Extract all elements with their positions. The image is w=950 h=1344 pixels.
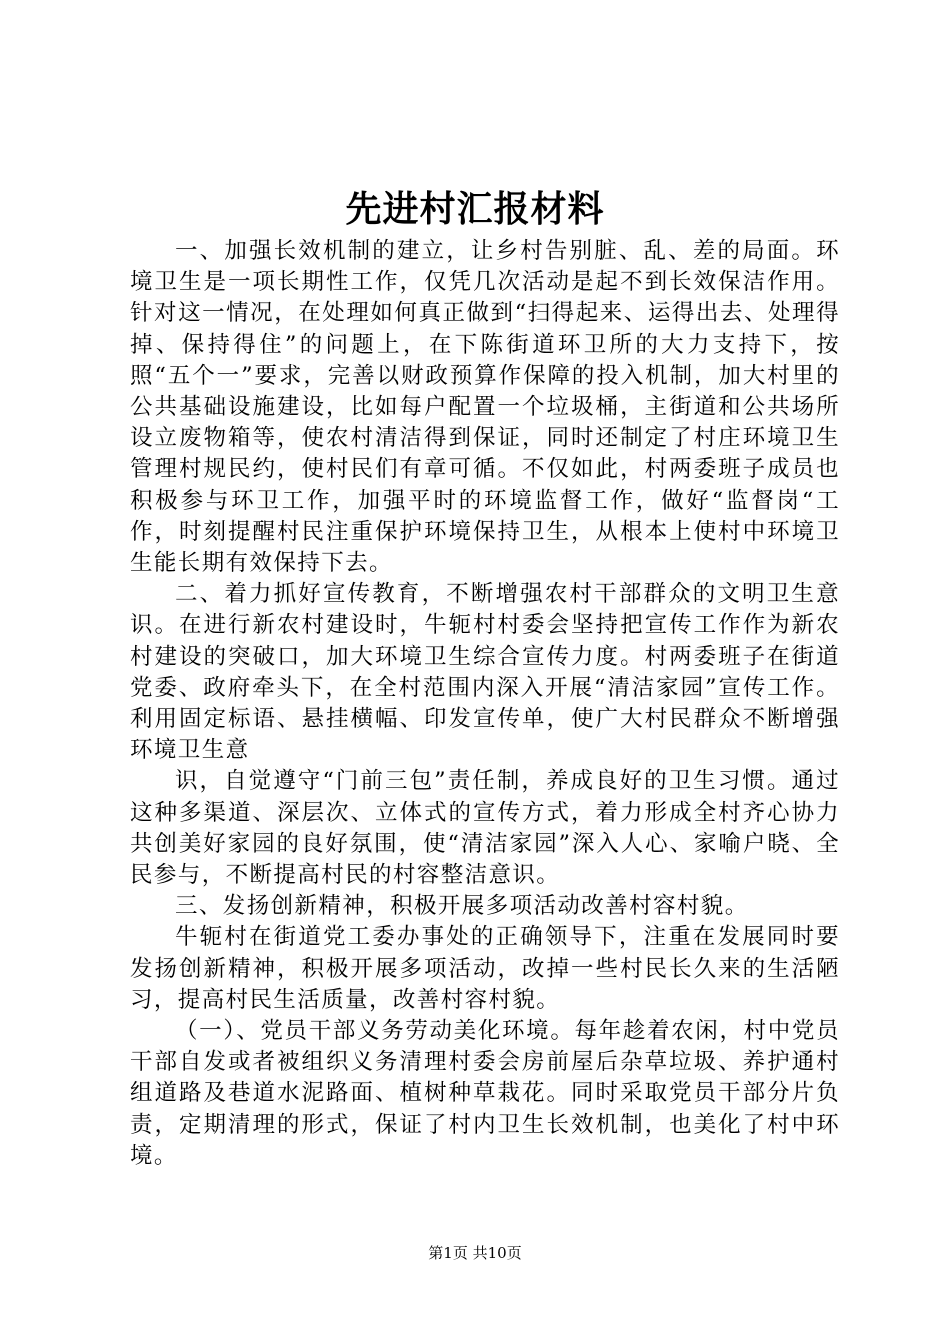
page-footer: 第1页 共10页: [428, 1244, 522, 1262]
paragraph-1: 一、加强长效机制的建立，让乡村告别脏、乱、差的局面。环境卫生是一项长期性工作，仅凭几次活动是起不到长效保洁作用。针对这一情况，在处理如何真正做到“扫得起来、运得出去、处理得掉、保持得住”的问题上，在下陈街道环卫所的大力支持下，按照“五个一”要求，完善以财政预算作保障的投入机制，加大村里的公共基础设施建设，比如每户配置一个垃圾桶，主街道和公共场所设立废物箱等，使农村清洁得到保证，同时还制定了村庄环境卫生管理村规民约，使村民们有章可循。不仅如此，村两委班子成员也积极参与环卫工作，加强平时的环境监督工作，做好“监督岗“工作，时刻提醒村民注重保护环境保持卫生，从根本上使村中环境卫生能长期有效保持下去。: [130, 238, 840, 577]
paragraph-2: 二、着力抓好宣传教育，不断增强农村干部群众的文明卫生意识。在进行新农村建设时，牛轭村村委会坚持把宣传工作作为新农村建设的突破口，加大环境卫生综合宣传力度。村两委班子在街道党委、政府牵头下，在全村范围内深入开展“清洁家园”宣传工作。利用固定标语、悬挂横幅、印发宣传单，使广大村民群众不断增强环境卫生意: [130, 581, 840, 764]
paragraph-3: 识，自觉遵守“门前三包”责任制，养成良好的卫生习惯。通过这种多渠道、深层次、立体式的宣传方式，着力形成全村齐心协力共创美好家园的良好氛围，使“清洁家园”深入人心、家喻户晓、全民参与，不断提高村民的村容整洁意识。: [130, 768, 840, 889]
paragraph-6: （一）、党员干部义务劳动美化环境。每年趁着农闲，村中党员干部自发或者被组织义务清理村委会房前屋后杂草垃圾、养护通村组道路及巷道水泥路面、植树种草栽花。同时采取党员干部分片负责，定期清理的形式，保证了村内卫生长效机制，也美化了村中环境。: [130, 1018, 840, 1169]
document-title: 先进村汇报材料: [345, 188, 605, 230]
paragraph-5: 牛轭村在街道党工委办事处的正确领导下，注重在发展同时要发扬创新精神，积极开展多项活动，改掉一些村民长久来的生活陋习，提高村民生活质量，改善村容村貌。: [130, 924, 840, 1013]
document-body: [130, 236, 840, 1172]
paragraph-4: 三、发扬创新精神，积极开展多项活动改善村容村貌。: [175, 893, 749, 920]
